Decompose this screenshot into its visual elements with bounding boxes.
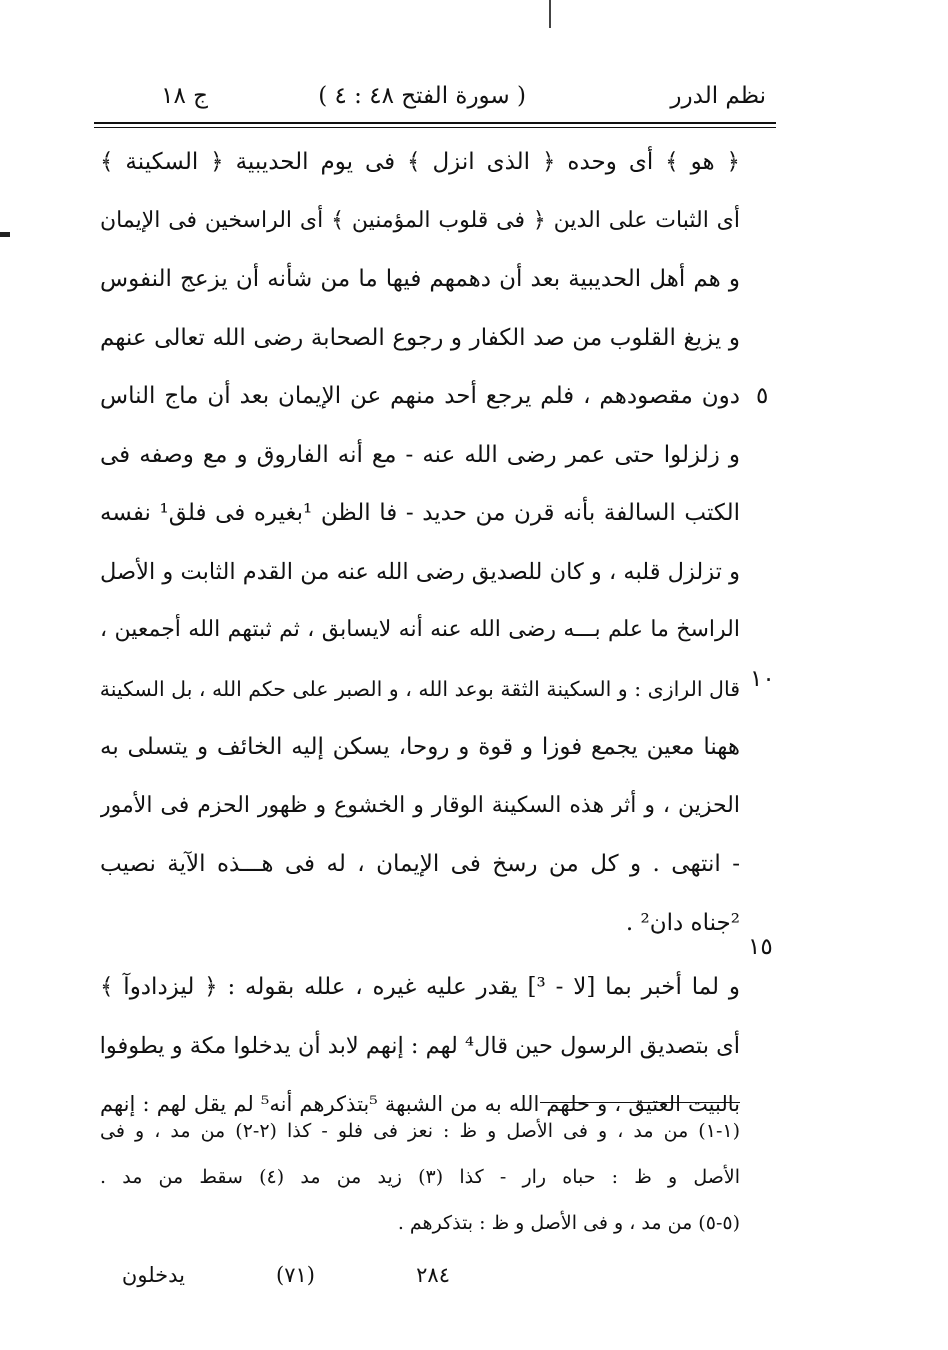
text-line: و زلزلوا حتى عمر رضى الله عنه - مع أنه الفاروق و مع وصفه فى [100,441,740,468]
scan-margin-mark [0,232,10,237]
surah-reference: ( سورة الفتح ٤٨ : ٤ ) [318,83,526,109]
text-line: ²جناه دان² . [625,909,740,936]
text-line: قال الرازى : و السكينة الثقة بوعد الله ، و الصبر على حكم الله ، بل السكينة [100,676,740,701]
page-number: ٢٨٤ [416,1263,450,1287]
text-line: و هم أهل الحديبية بعد أن دهمهم فيها ما من شأنه أن يزعج النفوس [100,266,740,292]
text-line: ﴿ هو ﴾ أى وحده ﴿ الذى انزل ﴾ فى يوم الحديبية ﴿ السكينة ﴾ [100,149,740,175]
catchword: يدخلون [121,1263,185,1287]
header-rule-thin [94,127,776,128]
footnote-line: (١-١) من مد ، و فى الأصل و ظ : نعز فى فلو - كذا (٢-٢) من مد ، و فى [100,1120,740,1142]
footnotes [100,1108,740,1246]
text-line: أى بتصديق الرسول حين قال⁴ لهم : إنهم لابد أن يدخلوا مكة و يطوفوا [100,1032,740,1059]
text-line: أى الثبات على الدين ﴿ فى قلوب المؤمنين ﴾ أى الراسخين فى الإيمان [100,207,740,233]
text-line: الكتب السالفة بأنه قرن من حديد - فا الظن ¹بغيره فى فلق¹ نفسه [100,500,740,526]
text-line: بالبيت العتيق ، و حلهم الله به من الشبهة ⁵بتذكرهم أنه⁵ لم يقل لهم : إنهم [100,1092,740,1116]
volume-number: ج ١٨ [161,83,208,109]
text-line: و تزلزل قلبه ، و كان للصديق رضى الله عنه من القدم الثابت و الأصل [100,558,740,585]
header-rule-thick [94,122,776,124]
footnote-line: الأصل و ظ : حباه رار - كذا (٣) زيد من مد (٤) سقط من مد . [100,1166,740,1188]
text-line: - انتهى . و كل من رسخ فى الإيمان ، له فى هـــذه الآية نصيب [100,851,740,877]
text-line: و يزيغ القلوب من صد الكفار و رجوع الصحابة رضى الله تعالى عنهم [100,324,740,351]
text-line: الحزين ، و أثر هذه السكينة الوقار و الخشوع و ظهور الحزم فى الأمور [100,792,740,818]
footnote-line: (٥-٥) من مد ، و فى الأصل و ظ : بتذكرهم . [397,1212,740,1234]
line-number-5: ٥ [756,383,769,409]
main-text [100,133,740,1134]
line-number-10: ١٠ [750,666,775,692]
text-line: و لما أخبر بما [لا - ³] يقدر عليه غيره ، علله بقوله : ﴿ ليزدادوآ ﴾ [100,974,740,1000]
book-title: نظم الدرر [670,83,766,109]
text-line: دون مقصودهم ، فلم يرجع أحد منهم عن الإيمان بعد أن ماج الناس [100,383,740,409]
line-number-15: ١٥ [748,934,773,960]
text-line: ههنا معين يجمع فوزا و قوة و روحا، يسكن إليه الخائف و يتسلى به [100,734,740,760]
footnote-rule [540,1102,740,1103]
running-header [96,74,776,118]
text-line: الراسخ ما علم بـــه رضى الله عنه أنه لايسابق ، ثم ثبتهم الله أجمعين ، [100,617,740,642]
sheet-number: (٧١) [276,1263,315,1287]
page-footer [100,1255,740,1295]
scan-edge-mark [549,0,551,28]
